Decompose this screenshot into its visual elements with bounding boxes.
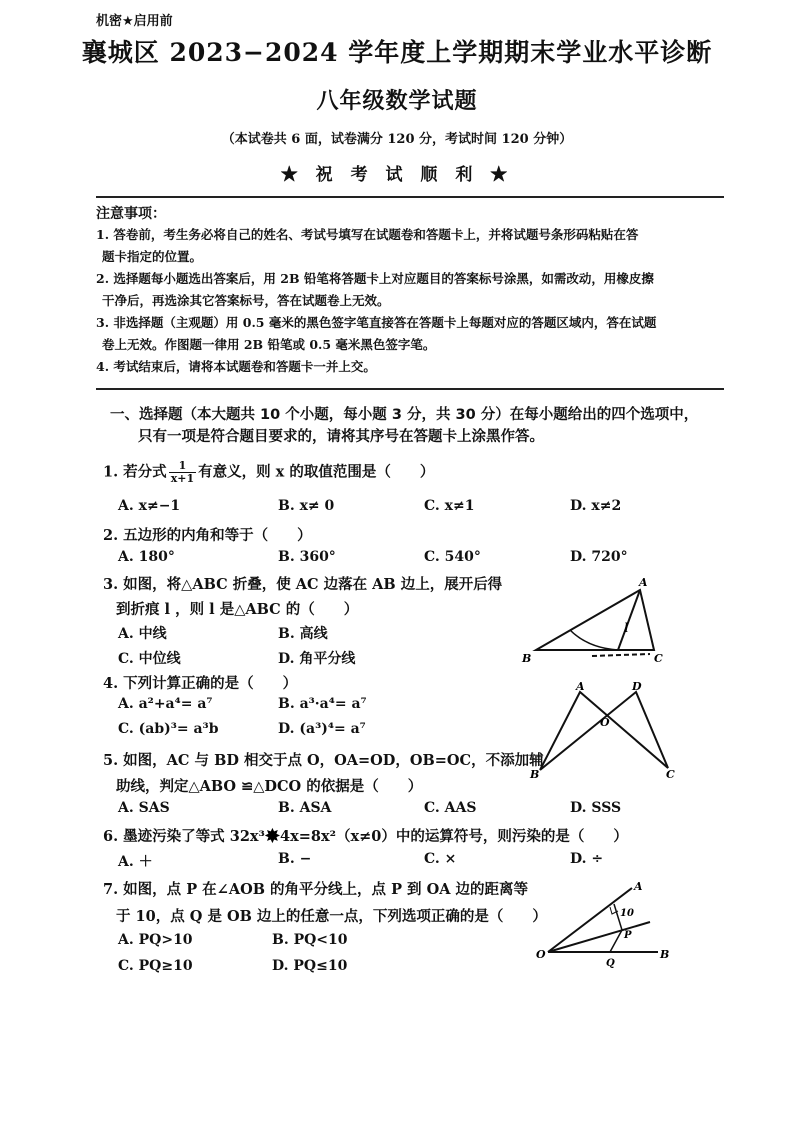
q7-angle-figure (534, 878, 680, 968)
question-6 (103, 825, 628, 846)
label-a: A (576, 680, 585, 693)
label-b: B (530, 768, 540, 780)
q3-triangle-figure (518, 574, 668, 666)
q5-option-c[interactable]: C. AAS (424, 800, 477, 816)
notice-title: 注意事项： (96, 206, 166, 222)
arc-mark (570, 630, 618, 650)
exam-subtitle: 八年级数学试题 (316, 88, 478, 114)
label-d: D (632, 680, 642, 693)
q6-option-a[interactable]: A. ＋ (118, 854, 153, 870)
q7-option-c[interactable]: C. PQ≥10 (118, 958, 193, 974)
q5-option-b[interactable]: B. ASA (278, 800, 332, 816)
q3-option-b[interactable]: B. 高线 (278, 626, 328, 642)
notice-line: 4. 考试结束后，请将本试题卷和答题卡一并上交。 (96, 359, 376, 374)
q6-option-b[interactable]: B. − (278, 851, 312, 867)
q1-option-d[interactable]: D. x≠2 (570, 498, 622, 514)
confidential-label: 机密★启用前 (96, 14, 173, 29)
q4-crossing-figure (528, 680, 678, 780)
dashed-fold (592, 654, 650, 656)
label-b: B (522, 652, 532, 665)
q4-option-c[interactable]: C. (ab)³= a³b (118, 721, 219, 737)
label-o: O (600, 716, 610, 729)
q3-option-c[interactable]: C. 中位线 (118, 651, 181, 667)
q1-fraction (169, 460, 196, 485)
section-line: 一、选择题（本大题共 10 个小题，每小题 3 分，共 30 分）在每小题给出的四个选项中， (110, 407, 699, 423)
question-3-line1: 3. 如图，将△ABC 折叠，使 AC 边落在 AB 边上，展开后得 (103, 576, 503, 593)
q4-option-d[interactable]: D. (a³)⁴= a⁷ (278, 721, 366, 737)
q2-option-c[interactable]: C. 540° (424, 549, 481, 565)
q6-suffix: 4x=8x²（x≠0）中的运算符号，则污染的是（ ） (280, 828, 628, 845)
q3-option-d[interactable]: D. 角平分线 (278, 651, 356, 667)
q1-suffix: 有意义，则 x 的取值范围是（ ） (198, 463, 435, 481)
q1-numerator: 1 (169, 460, 196, 473)
q1-option-b[interactable]: B. x≠ 0 (278, 498, 335, 514)
exam-info: （本试卷共 6 面，试卷满分 120 分，考试时间 120 分钟） (221, 132, 573, 147)
fold-line-l (618, 590, 640, 650)
notice-list (96, 224, 726, 378)
question-4: 4. 下列计算正确的是（ ） (103, 675, 298, 692)
notice-line: 卷上无效。作图题一律用 2B 铅笔或 0.5 毫米黑色签字笔。 (102, 337, 436, 352)
q1-option-a[interactable]: A. x≠−1 (118, 498, 181, 514)
notice-line: 干净后，再选涂其它答案标号，答在试题卷上无效。 (102, 293, 390, 308)
good-luck-line: ★ 祝 考 试 顺 利 ★ (280, 165, 514, 185)
q7-option-b[interactable]: B. PQ<10 (272, 932, 348, 948)
exam-title: 襄城区 2023−2024 学年度上学期期末学业水平诊断 (81, 38, 713, 67)
notice-line: 2. 选择题每小题选出答案后，用 2B 铅笔将答题卡上对应题目的答案标号涂黑，如需改动，用橡皮擦 (96, 271, 654, 286)
question-7-line1: 7. 如图，点 P 在∠AOB 的角平分线上，点 P 到 OA 边的距离等 (103, 881, 528, 898)
ink-blot-icon: ✸ (264, 826, 281, 847)
q1-option-c[interactable]: C. x≠1 (424, 498, 475, 514)
notice-line: 3. 非选择题（主观题）用 0.5 毫米的黑色签字笔直接答在答题卡上每题对应的答题区域内，答在试题 (96, 315, 657, 330)
question-3-line2: 到折痕 l ，则 l 是△ABC 的（ ） (116, 601, 359, 618)
question-2: 2. 五边形的内角和等于（ ） (103, 527, 312, 544)
label-b: B (660, 948, 670, 961)
q6-option-d[interactable]: D. ÷ (570, 851, 604, 867)
q5-option-d[interactable]: D. SSS (570, 800, 622, 816)
label-l: l (624, 621, 629, 635)
q3-option-a[interactable]: A. 中线 (118, 626, 167, 642)
label-q: Q (606, 958, 615, 968)
top-divider (96, 196, 724, 198)
q1-prefix: 1. 若分式 (103, 463, 167, 481)
crossing-lines (540, 692, 668, 770)
question-5-line1: 5. 如图，AC 与 BD 相交于点 O，OA=OD，OB=OC，不添加辅 (103, 752, 544, 769)
label-a: A (639, 576, 648, 589)
q5-option-a[interactable]: A. SAS (118, 800, 170, 816)
bisector (548, 922, 650, 952)
q4-option-a[interactable]: A. a²+a⁴= a⁷ (118, 696, 213, 712)
question-5-line2: 助线，判定△ABO ≌△DCO 的依据是（ ） (116, 778, 423, 795)
q2-option-d[interactable]: D. 720° (570, 549, 628, 565)
q6-option-c[interactable]: C. × (424, 851, 457, 867)
q2-option-a[interactable]: A. 180° (118, 549, 175, 565)
section-header (110, 404, 720, 448)
q1-denominator: x+1 (170, 472, 195, 485)
question-7-line2: 于 10，点 Q 是 OB 边上的任意一点，下列选项正确的是（ ） (116, 908, 547, 925)
q7-option-a[interactable]: A. PQ>10 (118, 932, 193, 948)
notice-line: 1. 答卷前，考生务必将自己的姓名、考试号填写在试题卷和答题卡上，并将试题号条形码粘贴在答 (96, 227, 639, 242)
q7-option-d[interactable]: D. PQ≤10 (272, 958, 348, 974)
label-p: P (624, 930, 632, 941)
label-o: O (536, 948, 546, 961)
label-c: C (654, 652, 663, 665)
q4-option-b[interactable]: B. a³·a⁴= a⁷ (278, 696, 367, 712)
q6-prefix: 6. 墨迹污染了等式 32x³ (103, 828, 265, 845)
label-a: A (634, 880, 643, 893)
notice-divider (96, 388, 724, 390)
section-line: 只有一项是符合题目要求的，请将其序号在答题卡上涂黑作答。 (138, 429, 544, 445)
label-c: C (666, 768, 675, 780)
notice-line: 题卡指定的位置。 (102, 249, 203, 264)
label-distance: 10 (620, 908, 634, 919)
question-1 (103, 460, 434, 485)
q2-option-b[interactable]: B. 360° (278, 549, 336, 565)
